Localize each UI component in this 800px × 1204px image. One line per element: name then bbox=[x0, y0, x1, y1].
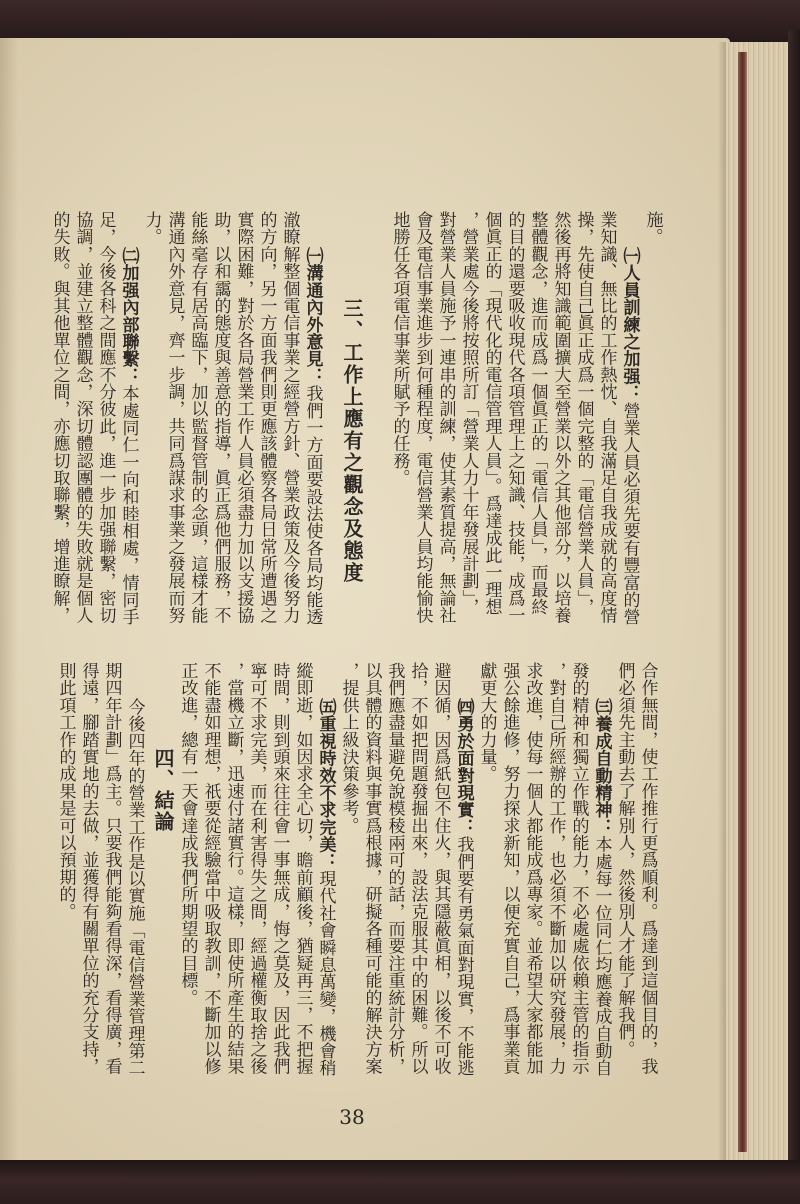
book-cover-bottom bbox=[0, 1160, 800, 1204]
text-column bbox=[567, 662, 590, 1102]
text-column bbox=[255, 211, 278, 651]
column-text: 縱即逝，如因求全心切，瞻前顧後，猶疑再三，不把握 bbox=[292, 662, 313, 1075]
column-text: 發的精神和獨立作戰的能力，不必處處依賴主管的指示 bbox=[568, 662, 589, 1075]
text-column bbox=[163, 211, 186, 651]
text-column bbox=[314, 662, 337, 1102]
text-column bbox=[123, 662, 146, 1102]
column-text: 期四年計劃」爲主。只要我們能夠看得深，看得廣，看 bbox=[101, 662, 122, 1075]
column-text: 我們要有勇氣面對現實，不能逃 bbox=[453, 835, 474, 1077]
text-column bbox=[457, 211, 480, 651]
column-text: 不能盡如理想，祇要從經驗當中吸取教訓，不斷加以修 bbox=[200, 662, 221, 1075]
column-text: 澈瞭解整個電信事業之經營方針、營業政策及今後努力 bbox=[279, 211, 300, 624]
column-text: 避因循，因爲紙包不住火，與其隱蔽眞相，以後不可收 bbox=[430, 662, 451, 1075]
text-column bbox=[452, 662, 475, 1102]
column-text: 則此項工作的成果是可以預期的。 bbox=[55, 662, 76, 920]
column-text: ，對自己所經辦的工作，也必須不斷加以研究發展，力 bbox=[545, 662, 566, 1075]
column-text: 今後四年的營業工作是以實施「電信營業管理第二 bbox=[124, 698, 145, 1077]
column-text: 時間，則到頭來往往會一事無成，悔之莫及，因此我們 bbox=[269, 662, 290, 1075]
text-column bbox=[411, 211, 434, 651]
text-column bbox=[636, 662, 659, 1102]
text-column bbox=[337, 662, 360, 1102]
text-column bbox=[475, 662, 498, 1102]
column-text: 現代社會瞬息萬變，機會稍 bbox=[315, 870, 336, 1077]
text-column bbox=[503, 211, 526, 651]
item-heading: ㈤重視時效不求完美： bbox=[315, 698, 336, 870]
text-column bbox=[544, 662, 567, 1102]
text-column bbox=[498, 662, 521, 1102]
text-column bbox=[245, 662, 268, 1102]
column-text: 我們一方面要設法使各局均能透 bbox=[302, 384, 323, 626]
book-cover-right bbox=[788, 30, 800, 1180]
item-heading: ㈠溝通內外意見： bbox=[302, 247, 323, 385]
column-text: 對營業人員施予一連串的訓練，使其素質提高，無論社 bbox=[435, 211, 456, 624]
column-text: 力。 bbox=[141, 211, 162, 246]
text-column bbox=[117, 211, 140, 651]
text-column bbox=[291, 662, 314, 1102]
text-column bbox=[526, 211, 549, 651]
column-text: 合作無間，使工作推行更爲順利。爲達到這個目的，我 bbox=[637, 662, 658, 1075]
column-text: 助，以和靄的態度與善意的指導，眞正爲他們服務，不 bbox=[210, 211, 231, 624]
column-text: 的目的還要吸收現代各項管理上之知識、技能，成爲一 bbox=[504, 211, 525, 624]
column-text: 們必須先主動去了解別人，然後別人才能了解我們。 bbox=[614, 662, 635, 1058]
text-column bbox=[572, 211, 595, 651]
column-text: 我們應盡量避免說模稜兩可的話，而要注重統計分析， bbox=[384, 662, 405, 1075]
column-text: 溝通內外意見，齊一步調，共同爲謀求事業之發展而努 bbox=[164, 211, 185, 624]
text-column bbox=[549, 211, 572, 651]
lower-text-block bbox=[49, 662, 659, 1102]
column-text: 足，今後各科之間應不分彼此，進一步加强聯繫，密切 bbox=[95, 211, 116, 624]
column-text: 的失敗。與其他單位之間，亦應切取聯繫，增進瞭解， bbox=[49, 211, 70, 624]
column-text: 本處每一位同仁均應養成自動自 bbox=[591, 835, 612, 1077]
text-column bbox=[209, 211, 232, 651]
text-column bbox=[406, 662, 429, 1102]
column-text: 以具體的資料與事實爲根據，研擬各種可能的解決方案 bbox=[361, 662, 382, 1075]
column-text: 正改進，總有一天會達成我們所期望的目標。 bbox=[177, 662, 198, 1006]
item-heading: ㈡加强內部聯繫： bbox=[118, 247, 139, 385]
column-text: 本處同仁一向和睦相處，情同手 bbox=[118, 384, 139, 626]
column-text: 然後再將知識範圍擴大至營業以外之其他部分，以培養 bbox=[550, 211, 571, 624]
column-text: 寧可不求完美，而在利害得失之間，經過權衡取捨之後 bbox=[246, 662, 267, 1075]
text-column bbox=[480, 211, 503, 651]
column-text: ，提供上級決策參考。 bbox=[338, 662, 359, 834]
column-text: 營業人員必須先要有豐富的營 bbox=[619, 401, 640, 626]
column-text: ，營業處今後將按照所訂「營業人力十年發展計劃」， bbox=[458, 211, 479, 616]
section-heading: 三、工作上應有之觀念及態度 bbox=[340, 298, 364, 584]
page-stack-edges bbox=[726, 42, 788, 1162]
text-column bbox=[71, 211, 94, 651]
text-column bbox=[590, 662, 613, 1102]
text-column bbox=[613, 662, 636, 1102]
column-text: 業知識、無比的工作熱忱、自我滿足自我成就的高度情 bbox=[596, 211, 617, 624]
text-column bbox=[176, 662, 199, 1102]
column-text: 實際困難，對於各局營業工作人員必須盡力加以支援協 bbox=[233, 211, 254, 624]
column-text: 獻更大的力量。 bbox=[476, 662, 497, 783]
item-heading: ㈢養成自動精神： bbox=[591, 698, 612, 836]
column-text: 能絲毫存有居高臨下，加以監督管制的念頭，這樣才能 bbox=[187, 211, 208, 624]
text-column bbox=[641, 211, 664, 651]
column-text: 協調，並建立整體觀念，深切體認團體的失敗就是個人 bbox=[72, 211, 93, 624]
text-column bbox=[278, 211, 301, 651]
text-column bbox=[434, 211, 457, 651]
column-text: 會及電信事業進步到何種程度，電信營業人員均能愉快 bbox=[412, 211, 433, 624]
column-text: 整體觀念，進而成爲一個眞正的「電信人員」，而最終 bbox=[527, 211, 548, 616]
page-gutter-shadow bbox=[0, 38, 18, 1162]
column-text: 操，先使自己眞正成爲一個完整的「電信營業人員」， bbox=[573, 211, 594, 616]
item-heading: ㈠人員訓練之加强： bbox=[619, 247, 640, 402]
text-column bbox=[94, 211, 117, 651]
text-column bbox=[140, 211, 163, 651]
column-text: ，當機立斷，迅速付諸實行。這樣，即使所產生的結果 bbox=[223, 662, 244, 1075]
text-column bbox=[301, 211, 324, 651]
text-column bbox=[595, 211, 618, 651]
text-column bbox=[222, 662, 245, 1102]
text-column bbox=[383, 662, 406, 1102]
upper-text-block bbox=[44, 211, 664, 651]
column-text: 强公餘進修，努力探求新知，以便充實自己，爲事業貢 bbox=[499, 662, 520, 1075]
column-text: 求改進，使每一個人都能成爲專家。並希望大家都能加 bbox=[522, 662, 543, 1075]
text-column bbox=[388, 211, 411, 651]
column-text: 得遠，腳踏實地的去做，並獲得有關單位的充分支持， bbox=[78, 662, 99, 1075]
text-column bbox=[100, 662, 123, 1102]
page-number: 38 bbox=[339, 1105, 365, 1129]
text-column bbox=[77, 662, 100, 1102]
text-column bbox=[618, 211, 641, 651]
column-text: 的方向，另一方面我們則更應該體察各局日常所遭遇之 bbox=[256, 211, 277, 624]
text-column bbox=[360, 662, 383, 1102]
item-heading: ㈣勇於面對現實： bbox=[453, 698, 474, 836]
text-column bbox=[186, 211, 209, 651]
text-column bbox=[199, 662, 222, 1102]
text-column bbox=[48, 211, 71, 651]
column-text: 施。 bbox=[642, 211, 663, 246]
text-column bbox=[232, 211, 255, 651]
section-heading: 四、結論 bbox=[151, 748, 175, 832]
page-edge-band bbox=[738, 52, 747, 1152]
text-column bbox=[54, 662, 77, 1102]
column-text: 地勝任各項電信事業所賦予的任務。 bbox=[389, 211, 410, 487]
column-text: 個眞正的「現代化的電信管理人員」。爲達成此一理想 bbox=[481, 211, 502, 616]
text-column bbox=[521, 662, 544, 1102]
text-column bbox=[429, 662, 452, 1102]
column-text: 拾，不如把問題發掘出來，設法克服其中的困難。所以 bbox=[407, 662, 428, 1075]
text-column bbox=[268, 662, 291, 1102]
